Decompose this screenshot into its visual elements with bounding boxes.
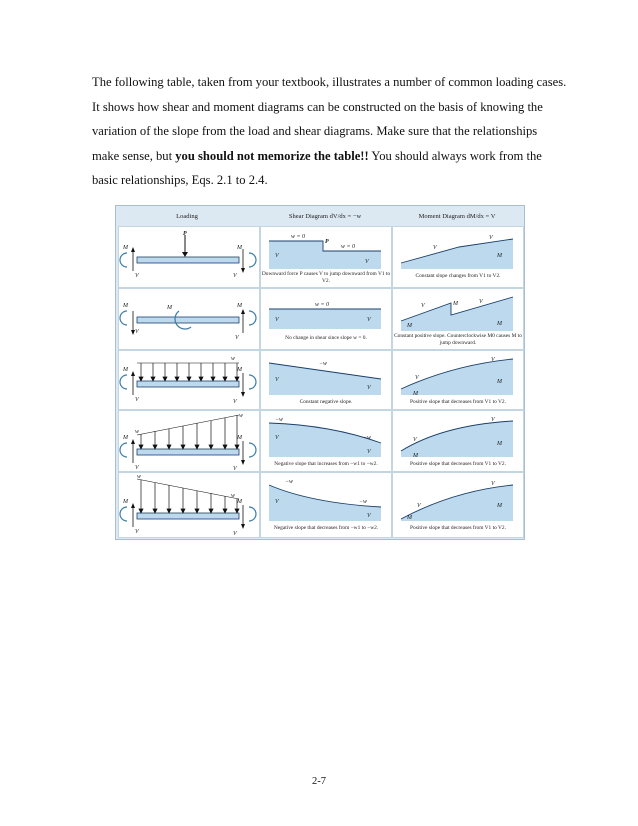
row5-moment-cell xyxy=(392,472,524,538)
svg-text:V: V xyxy=(135,329,139,335)
row4-shear-caption: Negative slope that increases from −w1 to −w2. xyxy=(274,461,378,467)
svg-text:V: V xyxy=(233,466,237,471)
header-shear xyxy=(260,206,390,226)
svg-text:−w: −w xyxy=(363,435,372,441)
svg-text:V: V xyxy=(275,435,279,441)
row4-moment-caption: Positive slope that decreases from V1 to V2. xyxy=(410,461,506,467)
paragraph-bold-text: you should not memorize the table!! xyxy=(175,148,369,163)
svg-text:M: M xyxy=(123,245,128,251)
svg-text:V: V xyxy=(135,273,139,279)
header-shear-eq: dV/dx = −w xyxy=(329,212,362,220)
svg-text:V: V xyxy=(433,245,437,251)
row3-shear-cell xyxy=(260,350,392,410)
svg-text:V: V xyxy=(233,531,237,537)
row3-shear-caption: Constant negative slope. xyxy=(299,399,353,405)
header-moment-eq: dM/dx = V xyxy=(466,212,496,220)
svg-text:M: M xyxy=(497,253,502,259)
svg-text:V: V xyxy=(421,303,425,309)
svg-text:M: M xyxy=(497,441,502,447)
row1-loading-cell xyxy=(118,226,260,288)
svg-text:w: w xyxy=(135,429,140,435)
row4-loading-cell xyxy=(118,410,260,472)
svg-text:M: M xyxy=(497,503,502,509)
paragraph-text-1: The following table, taken from your textbook, illustrates a number of common loading cases. It shows how shear and moment diagrams can be constructed on the basis of knowing the variation of the slope from the load and shear diagrams. Make sure that the relationships make sense, but xyxy=(92,75,567,163)
row2-shear-cell xyxy=(260,288,392,350)
row1-moment-cell xyxy=(392,226,524,288)
svg-text:V: V xyxy=(491,357,495,363)
svg-text:M: M xyxy=(237,367,242,373)
header-moment xyxy=(392,206,522,226)
svg-text:M: M xyxy=(123,367,128,373)
svg-text:M: M xyxy=(123,303,128,309)
svg-text:w: w xyxy=(137,474,142,480)
svg-text:V: V xyxy=(479,299,483,305)
svg-text:−w: −w xyxy=(359,499,368,505)
row4-moment-cell xyxy=(392,410,524,472)
svg-text:M: M xyxy=(497,321,502,327)
svg-text:V: V xyxy=(365,259,369,265)
row1-shear-caption: Downward force P causes V to jump downward from V1 to V2. xyxy=(261,271,391,284)
svg-text:w: w xyxy=(239,413,244,419)
svg-text:M: M xyxy=(407,515,412,521)
row1-shear-cell xyxy=(260,226,392,288)
svg-text:V: V xyxy=(235,335,239,341)
row2-moment-cell xyxy=(392,288,524,350)
svg-text:−w: −w xyxy=(319,361,328,367)
svg-text:V: V xyxy=(367,317,371,323)
svg-text:V: V xyxy=(275,253,279,259)
row5-loading-cell xyxy=(118,472,260,538)
svg-text:V: V xyxy=(491,417,495,423)
svg-text:w = 0: w = 0 xyxy=(315,302,330,308)
svg-text:M: M xyxy=(453,301,458,307)
row5-shear-caption: Negative slope that decreases from −w1 to −w2. xyxy=(273,525,379,531)
svg-text:V: V xyxy=(491,481,495,487)
svg-text:M: M xyxy=(237,303,242,309)
svg-text:V: V xyxy=(135,397,139,403)
svg-text:V: V xyxy=(135,529,139,535)
svg-text:M: M xyxy=(413,453,418,459)
row2-loading-diagram xyxy=(119,289,259,349)
paragraph-text-2: You should always work from the basic relationships, Eqs. 2.1 to 2.4. xyxy=(92,148,542,188)
row5-shear-cell xyxy=(260,472,392,538)
svg-text:M: M xyxy=(123,435,128,441)
row2-moment-caption: Constant positive slope. Counterclockwise M0 causes M to jump downward. xyxy=(394,333,522,346)
svg-text:M: M xyxy=(237,499,242,505)
svg-text:M: M xyxy=(497,379,502,385)
svg-text:V: V xyxy=(233,399,237,405)
row5-loading-diagram xyxy=(119,473,259,537)
svg-text:w: w xyxy=(231,356,236,362)
svg-text:V: V xyxy=(417,503,421,509)
row3-loading-cell xyxy=(118,350,260,410)
svg-text:V: V xyxy=(367,513,371,519)
svg-text:w: w xyxy=(231,493,236,499)
svg-text:M: M xyxy=(237,435,242,441)
svg-text:w = 0: w = 0 xyxy=(341,244,356,250)
row1-moment-caption: Constant slope changes from V1 to V2. xyxy=(415,273,501,279)
page-number: 2-7 xyxy=(312,776,326,787)
svg-text:M: M xyxy=(407,323,412,329)
svg-text:V: V xyxy=(233,273,237,279)
svg-text:P: P xyxy=(325,239,329,245)
row2-loading-cell xyxy=(118,288,260,350)
svg-text:M: M xyxy=(123,499,128,505)
row3-moment-caption: Positive slope that decreases from V1 to V2. xyxy=(410,399,506,405)
svg-text:V: V xyxy=(275,499,279,505)
body-paragraph xyxy=(92,70,567,193)
svg-text:P: P xyxy=(183,231,187,237)
svg-text:w = 0: w = 0 xyxy=(291,234,306,240)
svg-text:V: V xyxy=(415,375,419,381)
row5-moment-caption: Positive slope that decreases from V1 to V2. xyxy=(410,525,506,531)
svg-text:V: V xyxy=(135,465,139,471)
header-moment-label: Moment Diagram xyxy=(418,212,465,220)
svg-text:V: V xyxy=(489,235,493,241)
svg-text:V: V xyxy=(367,385,371,391)
row4-loading-diagram xyxy=(119,411,259,471)
svg-text:M: M xyxy=(413,391,418,397)
row3-moment-cell xyxy=(392,350,524,410)
header-shear-label: Shear Diagram xyxy=(288,212,328,220)
svg-text:M: M xyxy=(237,245,242,251)
row4-shear-cell xyxy=(260,410,392,472)
row1-loading-diagram xyxy=(119,227,259,287)
svg-text:V: V xyxy=(275,317,279,323)
row3-loading-diagram xyxy=(119,351,259,409)
svg-text:−w: −w xyxy=(275,417,284,423)
svg-text:V: V xyxy=(275,377,279,383)
loading-table-figure xyxy=(115,205,525,540)
svg-text:M: M xyxy=(167,305,172,311)
header-loading: Loading xyxy=(176,212,198,220)
svg-text:V: V xyxy=(367,449,371,455)
row2-shear-caption: No change in shear since slope w = 0. xyxy=(285,335,367,341)
svg-text:V: V xyxy=(413,437,417,443)
svg-text:−w: −w xyxy=(285,479,294,485)
